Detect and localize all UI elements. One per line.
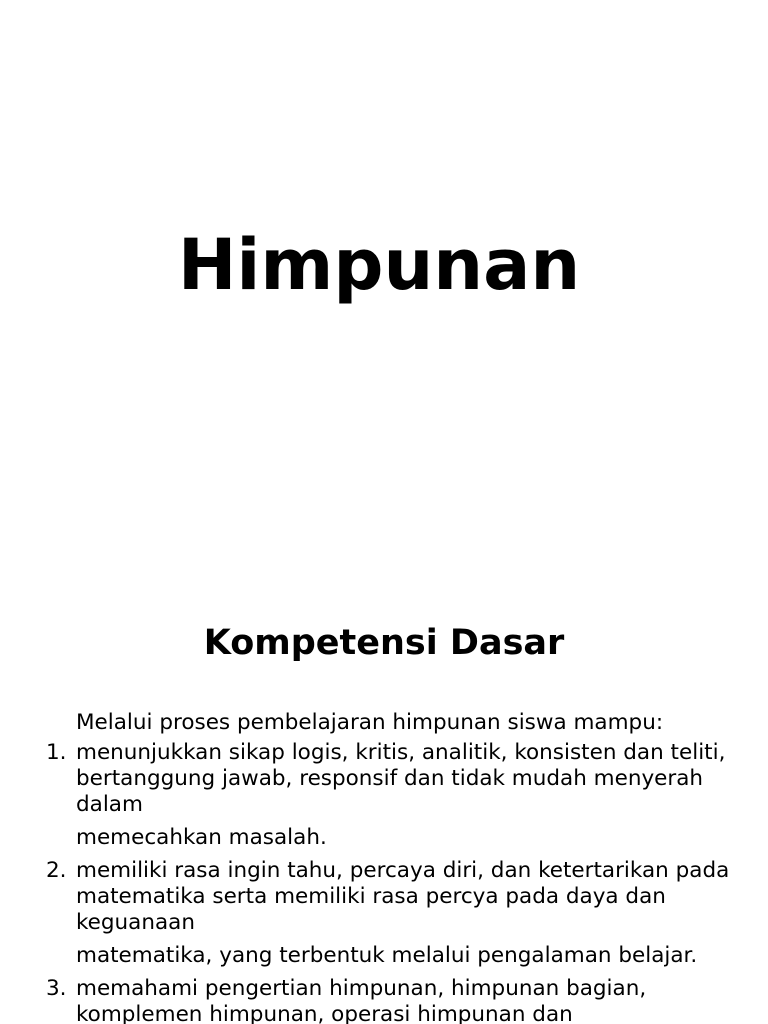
list-text: memiliki rasa ingin tahu, percaya diri, dan ketertarikan pada matematika serta memiliki rasa percya pada daya dan keguanaan xyxy=(76,858,730,935)
list-item xyxy=(46,976,746,1024)
content-slide xyxy=(0,576,768,1024)
intro-line: Melalui proses pembelajaran himpunan siswa mampu: xyxy=(76,710,664,735)
list-continuation: matematika, yang terbentuk melalui pengalaman belajar. xyxy=(76,943,698,968)
list-number: 2. xyxy=(46,858,67,883)
list-item xyxy=(46,858,746,936)
list-continuation: memecahkan masalah. xyxy=(76,825,327,850)
list-text: menunjukkan sikap logis, kritis, analitik, konsisten dan teliti, bertanggung jawab, responsif dan tidak mudah menyerah dalam xyxy=(76,740,726,817)
main-title: Himpunan xyxy=(177,224,581,306)
section-heading: Kompetensi Dasar xyxy=(203,623,565,663)
body-text xyxy=(46,710,746,1024)
list-number: 1. xyxy=(46,740,67,765)
list-text: memahami pengertian himpunan, himpunan bagian, komplemen himpunan, operasi himpunan dan xyxy=(76,976,647,1024)
list-number: 3. xyxy=(46,976,67,1001)
list-item xyxy=(46,740,746,818)
